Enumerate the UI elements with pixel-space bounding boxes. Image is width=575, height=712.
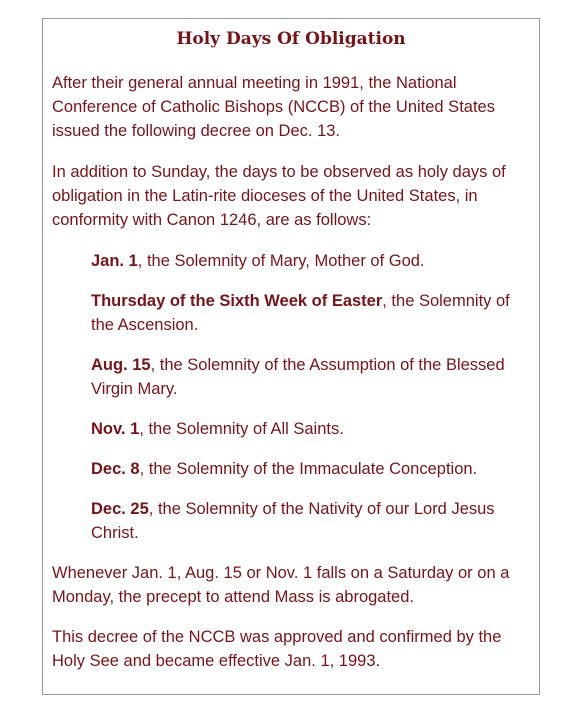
abrogation-paragraph: Whenever Jan. 1, Aug. 15 or Nov. 1 falls on a Saturday or on a Monday, the precept to attend Mass is abrogated. [52,564,510,606]
holy-day-item [91,417,511,441]
holy-day-text: , the Solemnity of All Saints. [139,420,344,438]
holy-day-text: , the Solemnity of the Ascension. [91,292,510,334]
holy-day-text: , the Solemnity of the Nativity of our Lord Jesus Christ. [91,500,495,542]
holy-day-item [91,289,511,337]
holy-day-date: Dec. 25 [91,500,149,518]
holy-day-date: Dec. 8 [91,460,140,478]
holy-day-text: , the Solemnity of the Assumption of the Blessed Virgin Mary. [91,356,505,398]
page-title: Holy Days Of Obligation [176,29,406,49]
holy-day-item [91,497,511,545]
holy-day-date: Nov. 1 [91,420,140,438]
holy-day-date: Jan. 1 [91,252,138,270]
holy-day-text: , the Solemnity of Mary, Mother of God. [137,252,425,270]
approval-paragraph: This decree of the NCCB was approved and confirmed by the Holy See and became effective Jan. 1, 1993. [52,628,502,670]
holy-day-date: Aug. 15 [91,356,151,374]
holy-day-text: , the Solemnity of the Immaculate Conception. [139,460,478,478]
holy-day-date: Thursday of the Sixth Week of Easter [91,292,383,310]
holy-day-item [91,249,511,273]
addition-paragraph: In addition to Sunday, the days to be observed as holy days of obligation in the Latin-rite dioceses of the United States, in conformity with Canon 1246, are as follows: [52,163,506,229]
holy-day-item [91,353,511,401]
holy-day-item [91,457,511,481]
intro-paragraph: After their general annual meeting in 1991, the National Conference of Catholic Bishops (NCCB) of the United States issued the following decree on Dec. 13. [52,74,495,140]
decree-box [42,18,540,695]
